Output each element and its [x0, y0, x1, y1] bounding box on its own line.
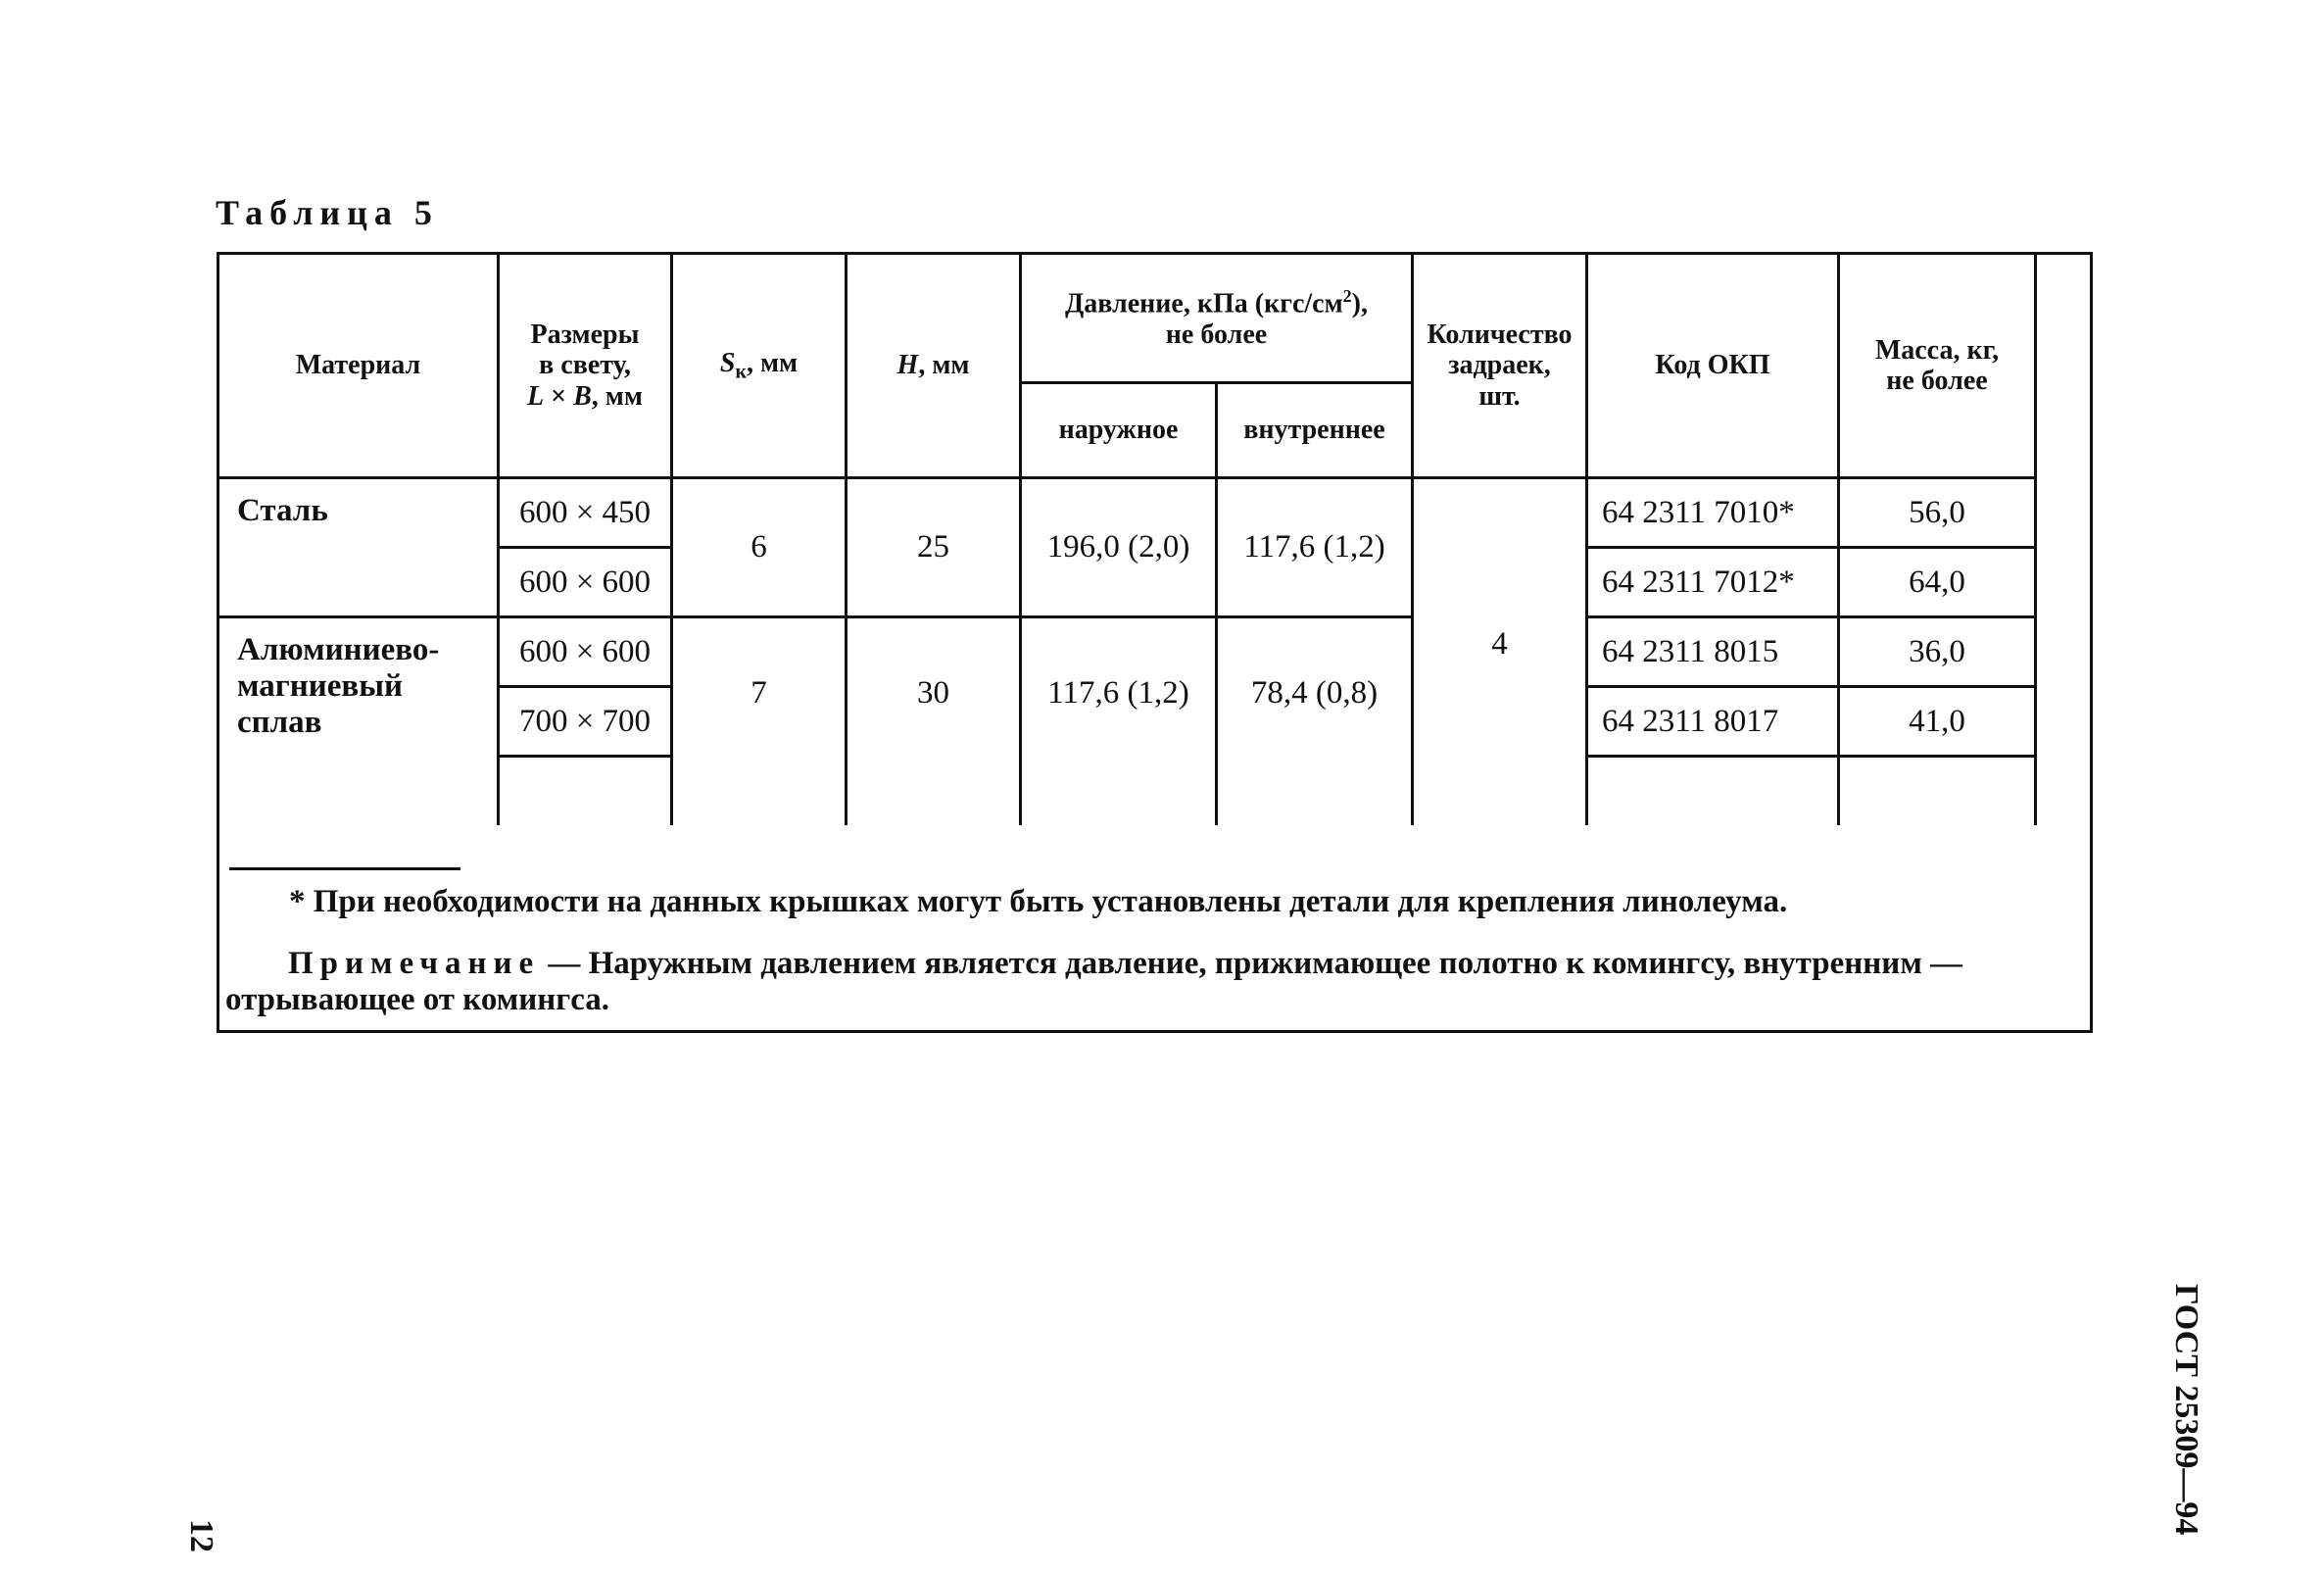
- header-material: Материал: [218, 254, 499, 478]
- size-cell: 700 × 700: [499, 687, 672, 757]
- header-pressure-outer: наружное: [1021, 383, 1217, 478]
- header-pressure-inner: внутреннее: [1217, 383, 1413, 478]
- footnote: * При необходимости на данных крышках могут быть установлены детали для крепления линолеума.: [289, 884, 1788, 919]
- material-cell: Сталь: [218, 478, 499, 617]
- header-mass: Масса, кг, не более: [1839, 254, 2036, 478]
- mass-cell: 56,0: [1839, 478, 2036, 548]
- mass-cell: 41,0: [1839, 687, 2036, 757]
- size-cell: 600 × 600: [499, 548, 672, 617]
- okp-cell: 64 2311 8017: [1587, 687, 1839, 757]
- note-label: Примечание: [288, 946, 541, 981]
- okp-cell: 64 2311 7012*: [1587, 548, 1839, 617]
- header-size: Размеры в свету, L × B, мм: [499, 254, 672, 478]
- page-number: 12: [183, 1519, 219, 1552]
- sk-cell: 6: [672, 478, 847, 617]
- note: [225, 946, 2087, 1018]
- mass-cell: 64,0: [1839, 548, 2036, 617]
- gost-designation: ГОСТ 25309—94: [2168, 1284, 2204, 1536]
- note-text: — Наружным давлением является давление, прижимающее полотно к комингсу, внутренним — отрывающее от комингса.: [225, 946, 1963, 1017]
- table-row: [218, 478, 2036, 548]
- pressure-inner-cell: 117,6 (1,2): [1217, 478, 1413, 617]
- header-latches: Количество задраек, шт.: [1413, 254, 1587, 478]
- latches-cell: 4: [1413, 478, 1587, 825]
- table-row: [218, 617, 2036, 687]
- header-pressure: Давление, кПа $(кгс/см^2)$, не более: [1021, 254, 1413, 383]
- footnote-rule: [229, 867, 460, 870]
- mass-tail: [1839, 757, 2036, 825]
- header-h: H, мм: [847, 254, 1021, 478]
- okp-cell: 64 2311 7010*: [1587, 478, 1839, 548]
- header-sk: $S_к$, мм: [672, 254, 847, 478]
- header-okp: Код ОКП: [1587, 254, 1839, 478]
- mass-cell: 36,0: [1839, 617, 2036, 687]
- size-cell: 600 × 450: [499, 478, 672, 548]
- material-cell: Алюминиево- магниевый сплав: [218, 617, 499, 825]
- pressure-outer-cell: 117,6 (1,2): [1021, 617, 1217, 825]
- table-caption: Таблица 5: [216, 193, 439, 232]
- size-cell: 600 × 600: [499, 617, 672, 687]
- pressure-outer-cell: 196,0 (2,0): [1021, 478, 1217, 617]
- sk-cell: 7: [672, 617, 847, 825]
- h-cell: 30: [847, 617, 1021, 825]
- pressure-inner-cell: 78,4 (0,8): [1217, 617, 1413, 825]
- specs-table: [217, 252, 2037, 825]
- okp-cell: 64 2311 8015: [1587, 617, 1839, 687]
- h-cell: 25: [847, 478, 1021, 617]
- size-tail: [499, 757, 672, 825]
- okp-tail: [1587, 757, 1839, 825]
